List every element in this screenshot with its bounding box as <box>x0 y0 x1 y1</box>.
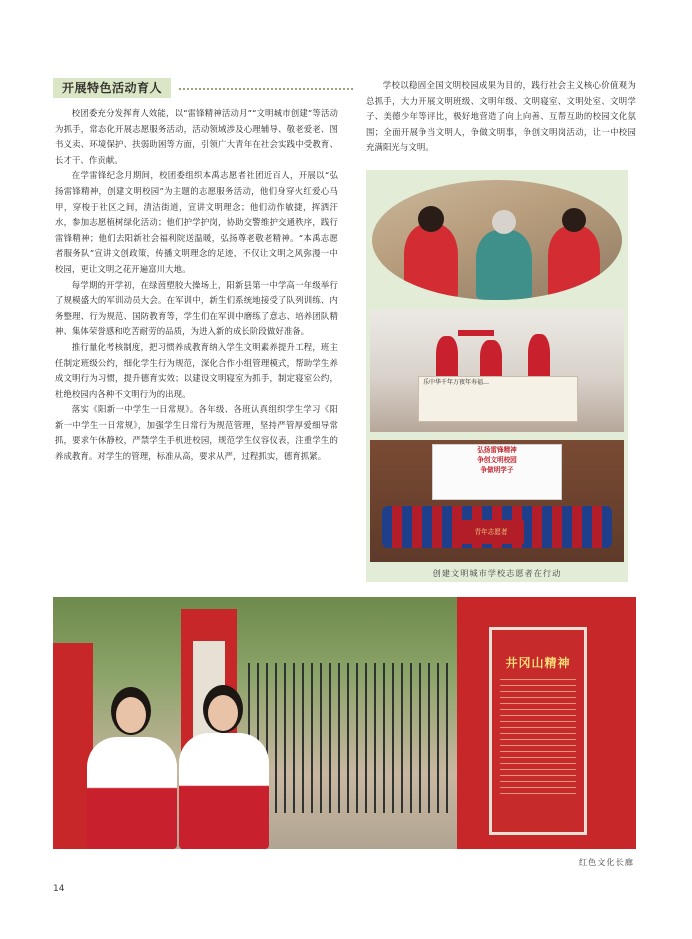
section-heading <box>53 78 353 98</box>
volunteer-head <box>418 206 444 232</box>
red-culture-photo <box>53 597 636 849</box>
photo-caption: 红色文化长廊 <box>578 857 634 867</box>
student-figure <box>179 733 269 849</box>
student-figure <box>87 737 177 849</box>
screen-line: 弘扬雷锋精神 <box>477 446 517 454</box>
volunteer-figure <box>436 336 458 380</box>
volunteer-figure <box>480 340 502 380</box>
volunteer-photo-panel <box>366 170 628 582</box>
sign-title: 井冈山精神 <box>505 656 571 670</box>
right-column <box>366 78 636 156</box>
student-face <box>116 697 146 733</box>
elderly-visit-photo <box>372 180 622 300</box>
paragraph: 在学雷锋纪念月期间，校团委组织本禹志愿者社团近百人，开展以“弘扬雷锋精神，创建文明校园”为主题的志愿服务活动，他们身穿火红爱心马甲，穿梭于社区之间，清洁街道，宣讲文明理念；他们动作敏捷，挥洒汗水，参加志愿植树绿化活动；他们护学护岗，协助交警维护交通秩序，践行雷锋精神；他们去阳新社会福利院送温暖，弘扬尊老敬老精神。“本禹志愿者服务队”宣讲文创政策，传播文明理念的足迹，不仅让文明之风弥漫一中校园，更让文明之花开遍富川大地。 <box>55 170 338 274</box>
elder-head <box>492 210 516 234</box>
calligraphy-text: 乐中华千年万夜年寿福… <box>423 379 490 386</box>
led-screen <box>432 444 562 500</box>
paragraph: 推行量化考核制度，把习惯养成教育纳入学生文明素养提升工程，班主任制定班级公约，细化学生行为规范，深化合作小组管理模式，帮助学生养成文明行为习惯，提升德育实效；以建设文明寝室为抓手，制定寝室公约，杜绝校园内各种不文明行为的出现。 <box>55 341 338 399</box>
paragraph: 学校以稳固全国文明校园成果为目的，践行社会主义核心价值观为总抓手，大力开展文明班级、文明年级、文明寝室、文明处室、文明学子、美德少年等评比，极好地营造了向上向善、互帮互助的校园文化氛围；全面开展争当文明人，争做文明事，争创文明岗活动，让一中校园充满阳光与文明。 <box>366 80 636 153</box>
section-title: 开展特色活动育人 <box>53 78 171 98</box>
calligraphy-scroll <box>418 376 578 422</box>
calligraphy-photo <box>370 310 624 432</box>
group-photo <box>370 440 624 562</box>
sign-text-lines <box>500 679 576 799</box>
jinggangshan-sign <box>489 627 587 835</box>
screen-line: 争创文明校园 <box>477 456 517 464</box>
volunteer-head <box>562 208 586 232</box>
red-banner <box>458 330 494 336</box>
screen-line: 争做明学子 <box>480 466 514 474</box>
paragraph: 每学期的开学初，在绿茵塑胶大操场上，阳新县第一中学高一年级举行了规模盛大的军训动员大会。在军训中，新生们系统地接受了队列训练、内务整理、行为规范、国防教育等，学生们在军训中磨练了意志、培养团队精神、集体荣誉感和吃苦耐劳的品质，为进入新的成长阶段做好准备。 <box>55 279 338 337</box>
dotted-rule <box>179 88 353 90</box>
volunteer-figure <box>404 224 458 300</box>
left-column <box>55 106 338 465</box>
page-number: 14 <box>53 884 65 894</box>
volunteer-sign: 青年志愿者 <box>458 520 524 544</box>
paragraph: 落实《阳新一中学生一日常规》。各年级、各班认真组织学生学习《阳新一中学生一日常规》，加强学生日常行为规范管理，坚持严管厚爱细导常抓，要求午休静校，严禁学生手机进校园，规范学生仪容仪表，注重学生的养成教育。对学生的管理，标准从高，要求从严，过程抓实，德育抓紧。 <box>55 404 338 462</box>
volunteer-figure <box>548 226 600 300</box>
volunteer-figure <box>528 334 550 380</box>
iron-fence <box>248 663 448 813</box>
elder-figure <box>476 230 532 300</box>
paragraph: 校团委充分发挥育人效能，以“雷锋精神活动月”“文明城市创建”等活动为抓手，常态化开展志愿服务活动，活动领域涉及心理辅导、敬老爱老、图书义卖、环境保护、扶弱助困等方面，引领广大青年在社会实践中受教育、长才干、作贡献。 <box>55 108 338 165</box>
photo-caption: 创建文明城市学校志愿者在行动 <box>432 568 562 578</box>
student-face <box>208 695 238 731</box>
